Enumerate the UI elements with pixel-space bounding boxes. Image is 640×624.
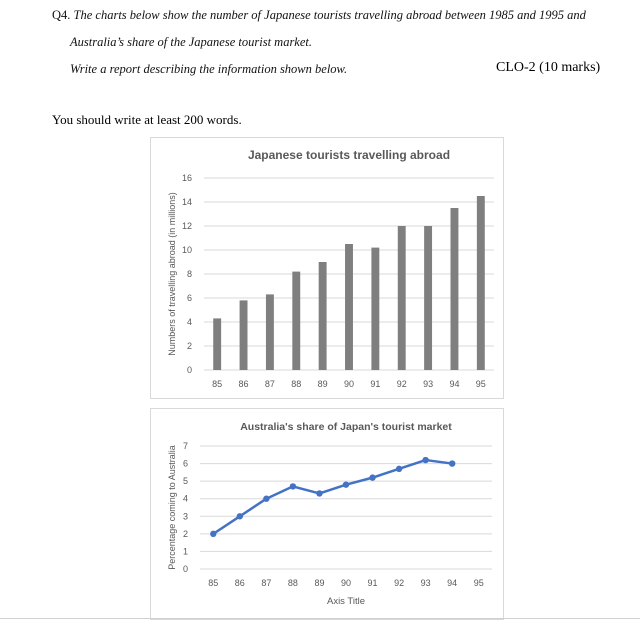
x-tick-label: 92 [396, 379, 407, 389]
data-point [210, 531, 216, 537]
y-tick-label: 7 [182, 441, 188, 451]
bar-chart-panel [150, 137, 504, 399]
y-tick-label: 16 [181, 173, 192, 183]
question-line-1 [52, 8, 586, 23]
y-axis-title: Numbers of travelling abroad (in millions) [167, 192, 177, 356]
data-point [237, 513, 243, 519]
data-point [449, 460, 455, 466]
x-tick-label: 90 [340, 578, 352, 588]
chart-title: Japanese tourists travelling abroad [247, 148, 451, 162]
x-tick-label: 85 [212, 379, 223, 389]
bar [371, 248, 379, 370]
question-line-3: Write a report describing the information shown below. [70, 62, 348, 76]
y-tick-label: 4 [182, 493, 188, 504]
x-tick-label: 90 [343, 379, 355, 389]
question-number: Q4. [52, 8, 71, 22]
chart-title: Australia's share of Japan's tourist market [240, 421, 452, 433]
y-tick-label: 6 [182, 458, 188, 469]
y-tick-label: 2 [182, 528, 188, 539]
bar [345, 244, 353, 370]
bar [398, 226, 406, 370]
y-tick-label: 2 [186, 341, 192, 351]
x-tick-label: 91 [367, 578, 378, 588]
y-tick-label: 0 [186, 365, 192, 375]
line-chart-panel [150, 408, 504, 620]
marks-label: CLO-2 (10 marks) [496, 60, 601, 75]
divider [0, 618, 640, 619]
series-line [213, 460, 452, 534]
bar [319, 262, 327, 370]
x-tick-label: 87 [264, 379, 275, 389]
x-tick-label: 85 [208, 578, 219, 588]
bar [424, 226, 432, 370]
x-axis-title: Axis Title [326, 596, 366, 607]
y-tick-label: 6 [186, 293, 192, 303]
x-tick-label: 88 [291, 379, 302, 389]
line-chart [151, 409, 503, 619]
x-tick-label: 89 [317, 379, 328, 389]
y-tick-label: 14 [181, 197, 192, 207]
bar [477, 196, 485, 370]
x-tick-label: 95 [475, 379, 486, 389]
data-point [396, 466, 402, 472]
y-tick-label: 4 [186, 317, 192, 327]
x-tick-label: 92 [394, 578, 405, 588]
bar [266, 294, 274, 370]
data-point [422, 457, 428, 463]
bar-chart [151, 138, 503, 398]
x-tick-label: 87 [261, 578, 272, 588]
y-tick-label: 0 [182, 564, 188, 574]
data-point [343, 481, 349, 487]
bar [292, 272, 300, 370]
y-tick-label: 3 [182, 511, 188, 522]
data-point [263, 496, 269, 502]
bar [451, 208, 459, 370]
question-line-2: Australia’s share of the Japanese tourist market. [70, 35, 312, 49]
y-axis-title: Percentage coming to Australia [167, 445, 177, 570]
x-tick-label: 86 [238, 379, 249, 389]
data-point [290, 483, 296, 489]
x-tick-label: 95 [473, 578, 484, 588]
y-tick-label: 1 [182, 546, 188, 557]
x-tick-label: 91 [370, 379, 381, 389]
question-text-1: The charts below show the number of Japanese tourists travelling abroad between 1985 and 1995 and [73, 8, 586, 22]
bar [213, 318, 221, 370]
bar [240, 300, 248, 370]
x-tick-label: 86 [234, 578, 245, 588]
x-tick-label: 93 [423, 379, 434, 389]
x-tick-label: 88 [287, 578, 298, 588]
word-count-note: You should write at least 200 words. [52, 112, 242, 127]
data-point [316, 490, 322, 496]
y-tick-label: 12 [181, 221, 192, 231]
x-tick-label: 93 [420, 578, 431, 588]
x-tick-label: 89 [314, 578, 325, 588]
y-tick-label: 10 [181, 245, 192, 255]
x-tick-label: 94 [449, 379, 460, 389]
data-point [369, 474, 375, 480]
y-tick-label: 5 [182, 476, 188, 487]
y-tick-label: 8 [186, 269, 192, 279]
x-tick-label: 94 [447, 578, 458, 588]
